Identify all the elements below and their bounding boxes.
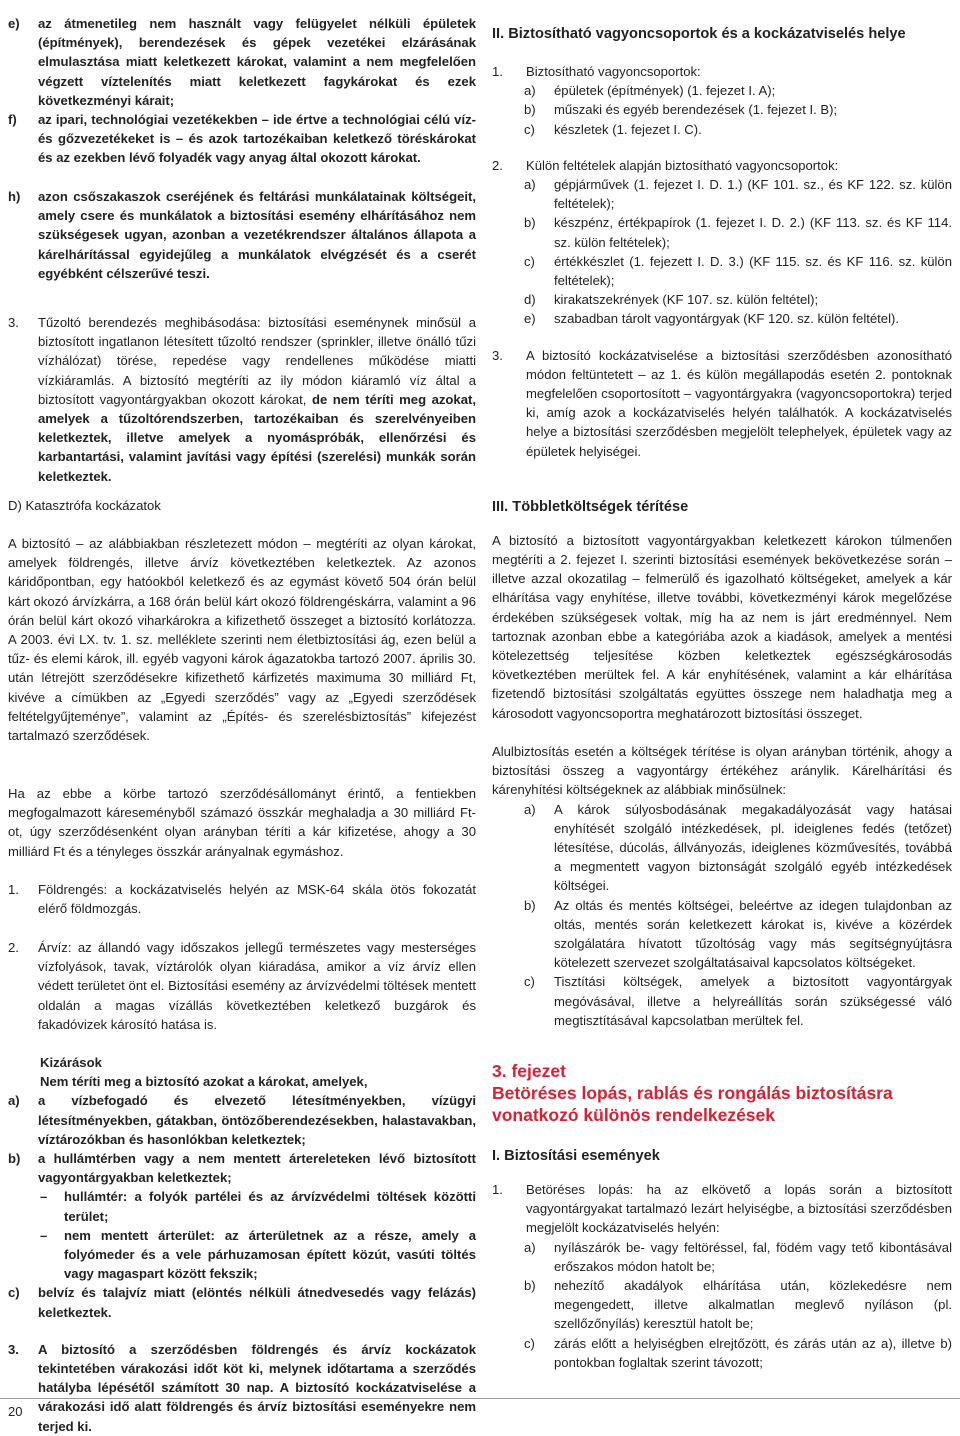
exclusion-c [8,1283,476,1321]
list-text: nem mentett árterület: az árterületnek az a része, amely a folyómeder és a vele párhuzamosan épített közút, vasúti töltés vagy magaspart között fekszik; [64,1227,476,1282]
text-normal: Tűzoltó berendezés meghibásodása: biztosítási eseménynek minősül a biztosított ingatlanon létesített tűzoltó rendszer (sprinkler, illetve önálló tűzi vízhálózat) törése, repedése vagy rendellenes működése miatti vízkiáramlás. A biztosító megtéríti az ily módon kiáramló víz által a biztosított vagyontárgyakban okozott károkat, [38,315,476,407]
list-marker: c) [8,1285,20,1301]
paragraph-threshold: Ha az ebbe a körbe tartozó szerződésállományt érintő, a fentiekben megfogalmazott káreseményből számazó összkár meghaladja a 30 milliárd Ft-ot, úgy szerződésenként olyan arányban téríti a kár kifizetése, ahogy a 30 milliárd Ft és a tényleges összkár arányalnak egymáshoz. [8,786,476,859]
exclusion-b [8,1149,476,1187]
list-text: Árvíz: az állandó vagy időszakos jellegű természetes vagy mesterséges vízfolyások, tavak, víztárolók olyan kiáradása, amikor a víz árvíz ellen védett területet önt el. Biztosítási esemény az árvízvédelmi töltések mentett oldalán a magas vízállás következtében keletkező buzgárok és fakadóvizek károsító hatása is. [38,940,476,1032]
list-marker: 2. [8,940,19,955]
chapter-title: Betöréses lopás, rablás és rongálás biztosításra vonatkozó különös rendelkezések [492,1082,893,1125]
list-text: gépjárművek (1. fejezet I. D. 1.) (KF 101. sz., és KF 122. sz. külön feltételek); [554,177,952,212]
list-text: A károk súlyosbodásának megakadályozását vagy hatásai enyhítését szolgáló intézkedések, pl. ideiglenes fedés (tetőzet) létesítése, dúcolás, állványozás, ideiglenes közművesítés, továbbá a megmentett vagyon biztonságát szolgáló egyéb intézkedések költségei. [554,801,952,894]
list-marker: 1. [492,1181,503,1197]
numbered-item-3 [492,346,952,461]
list-marker: a) [524,83,536,99]
text-bold: de nem téríti meg azokat, amelyek a tűzoltórendszerben, tartozékaiban és szerelvényeiben keletkeztek, illetve amelyek a nyomáspróbák, ellenőrzési és karbantartási, valamint javítási vagy építési (szerelési) munkák során keletkeztek. [38,391,476,484]
dash-marker: – [40,1189,48,1205]
list-text: Külön feltételek alapján biztosítható vagyoncsoportok: [526,157,839,173]
list-text: kirakatszekrények (KF 107. sz. külön feltétel); [554,292,819,308]
list-text: műszaki és egyéb berendezések (1. fejezet I. B); [554,102,838,118]
burglary-item-a [492,1238,952,1276]
list-item-f [8,110,476,187]
list-text: Tisztítási költségek, amelyek a biztosított vagyontárgyak megóvásával, illetve a helyreállítás során szükségessé váló megtisztításával kapcsolatban merültek fel. [554,974,952,1028]
dash-marker: – [40,1227,48,1243]
list-text: készletek (1. fejezet I. C). [554,121,702,137]
list-item-h [8,187,476,313]
list-text: Biztosítható vagyoncsoportok: [526,64,701,79]
paragraph-catastrophe: A biztosító – az alábbiakban részletezett módon – megtéríti az olyan károkat, amelyek földrengés, illetve árvíz következtében keletkeztek. Az azonos káridőpontban, egy hatóokból keletkező és az egymást követő 504 órán belül kárt okozó árvízkárra, a 168 órán belül kárt okozó földrengéskárra, valamint a 96 órán belül kárt okozó viharkárokra a kifizethető összeget a biztosító korlátozza. A 2003. évi LX. tv. 1. sz. melléklete szerinti nem életbiztosítási ág, ezen belül a tűz- és elemi károk, ill. egyéb vagyoni károk ágazatokba tartozó 2007. április 30. után létrejött szerződésekre kifizethető kárfizetés maximuma 30 milliárd Ft, kivéve a címükben az „Egyedi szerződés” vagy az „Egyedi szerződések feltételgyűjteménye”, valamint az „Építés- és szerelésbiztosítás” kifejezést tartalmazó szerződések. [8,536,476,744]
numbered-item-3-sprinkler [8,313,476,496]
footer-divider [0,1398,960,1399]
list-text: az átmenetileg nem használt vagy felügyelet nélküli épületek (építmények), berendezések és gépek vezetékei elzárásának elmulasztása miatt keletkezett károkat, valamint a nem megfelelően végzett víztelenítés miatt keletkezett fagykárokat és ezek következményi kárait; [38,16,476,108]
list-item-1b [492,100,952,119]
list-text: Földrengés: a kockázatviselés helyén az MSK-64 skála ötös fokozatát elérő földmozgás. [38,882,476,917]
list-marker: a) [8,1093,20,1109]
burglary-item-c [492,1334,952,1372]
left-column [8,14,476,1436]
list-marker: b) [524,215,536,231]
page-number: 20 [8,1404,23,1419]
list-text: Az oltás és mentés költségei, beleértve az idegen tulajdonban az oltás, mentés során keletkezett károkat is, kivéve a közérdek szolgálatára hívatott tűzoltóság vagy más segítségnyújtásra kötelezett szervezet szolgáltatásaival kapcsolatos költségeket. [554,897,952,971]
list-marker: d) [524,292,536,308]
burglary-item-b [492,1276,952,1334]
list-item-2d [492,290,952,309]
list-text: a vízbefogadó és elvezető létesítményekben, vízügyi létesítményekben, gátakban, öntözőberendezésekben, halastavakban, víztározókban és hasonlókban keletkeztek; [38,1093,476,1147]
cost-item-c [492,972,952,1030]
list-marker: 3. [492,347,503,363]
right-column [492,24,952,1372]
list-text: A biztosító a szerződésben földrengés és árvíz kockázatok tekintetében várakozási időt köt ki, melynek időtartama a szerződés hatályba lépésétől számított 30 nap. A biztosító kockázatviselése a várakozási idő alatt földrengés és árvíz biztosítási eseményekre nem terjed ki. [38,1341,476,1434]
list-marker: a) [524,1239,536,1255]
list-marker: 1. [8,882,19,897]
list-text: értékkészlet (1. fejezett I. D. 3.) (KF 115. sz. és KF 116. sz. külön feltételek); [554,253,952,289]
section-heading-iii: III. Többletköltségek térítése [492,498,689,515]
list-item-e [8,14,476,110]
section-heading-d: D) Katasztrófa kockázatok [8,498,161,513]
numbered-item-2-flood [8,938,476,1053]
section-heading-ii: II. Biztosítható vagyoncsoportok és a kockázatviselés helye [492,26,906,42]
list-marker: 3. [8,1341,19,1357]
cost-item-a [492,800,952,896]
list-text: hullámtér: a folyók partélei és az árvízvédelmi töltések közötti terület; [64,1189,476,1224]
list-marker: c) [524,974,535,990]
exclusion-b-dash-2 [8,1226,476,1284]
list-marker: c) [524,253,535,269]
list-marker: b) [524,1277,536,1293]
list-text: épületek (építmények) (1. fejezet I. A); [554,83,776,99]
list-item-2b [492,213,952,251]
list-item-1a [492,81,952,100]
list-item-2c [492,252,952,290]
cost-item-b [492,896,952,973]
list-text: készpénz, értékpapírok (1. fejezet I. D. 2.) (KF 113. sz. és KF 114. sz. külön feltételek); [554,215,952,250]
list-marker: f) [8,112,17,127]
list-marker: 3. [8,315,19,330]
chapter-number: 3. fejezet [492,1060,566,1081]
numbered-item-1-earthquake [8,880,476,938]
numbered-item-3-waiting-period [8,1340,476,1436]
list-item-2e [492,309,952,328]
exclusions-title: Kizárások [40,1055,102,1070]
list-item-1c [492,120,952,139]
list-marker: b) [8,1151,21,1167]
paragraph-extra-costs: A biztosító a biztosított vagyontárgyakban keletkezett károkon túlmenően megtéríti a 2. fejezet I. szerinti biztosítási események bekövetkezése során – illetve azzal okozatilag – felmerülő és igazolható költségeket, amelyek a kár elhárítása vagy enyhítése, illetve további, következményi károk megelőzése érdekében szükségesek voltak, míg ha az nem is járt eredménnyel. Nem tartoznak azonban ebbe a kategóriába azok a kiadások, amelyek a mentési kötelezettség teljesítése közben keletkeztek egészségkárosodás következtében merültek fel. A kár enyhítésének, valamint a kár elhárítása fizetendő biztosítási szolgáltatás együttes összege nem haladhatja meg a károsodott vagyoncsoportra meghatározott biztosítási összeget. [492,532,952,721]
exclusions-block [8,1053,476,1091]
list-marker: a) [524,177,536,193]
numbered-item-1 [492,62,952,81]
numbered-item-1-burglary [492,1180,952,1238]
list-text: az ipari, technológiai vezetékekben – ide értve a technológiai célú víz- és gőzvezetékeket is – és azok tartozékaiban keletkező töréskárokat és az ezekben lévő folyadék vagy anyag által okozott károkat. [38,112,476,166]
list-marker: e) [524,311,536,327]
section-heading-i: I. Biztosítási események [492,1147,660,1164]
list-marker: e) [8,16,20,31]
list-marker: h) [8,189,21,204]
list-item-2a [492,175,952,213]
list-text: nyílászárók be- vagy feltöréssel, fal, födém vagy tető kibontásával erőszakos módon hatolt be; [554,1239,952,1274]
list-marker: b) [524,102,536,118]
list-text [38,313,476,496]
list-marker: 2. [492,157,503,173]
list-text: Betöréses lopás: ha az elkövető a lopás során a biztosított vagyontárgyakat tartalmazó lezárt helyiségbe, a biztosítási szerződésben megjelölt kockázatviselés helyén: [526,1181,952,1236]
list-marker: 1. [492,64,503,79]
list-marker: c) [524,121,535,137]
list-text: szabadban tárolt vagyontárgyak (KF 120. sz. külön feltétel). [554,311,899,327]
exclusion-b-dash-1 [8,1187,476,1225]
list-text: azon csőszakaszok cseréjének és feltárási munkálatainak költségeit, amely csere és munkálatok a biztosítási esemény elhárításához nem szükségesek ugyan, azonban a vezetékrendszer általános állapota a kárelhárítással egyidejűleg a munkálatok elvégzését és a cserét egyébként célszerűvé teszi. [38,189,476,281]
numbered-item-2 [492,156,952,175]
list-text: nehezítő akadályok elhárítása után, közlekedésre nem megengedett, illetve alkalmatlan meglevő nyíláson (pl. szellőzőnyílás) keresztül hatolt be; [554,1277,952,1332]
list-text: belvíz és talajvíz miatt (elöntés nélküli átnedvesedés vagy felázás) keletkeztek. [38,1285,476,1320]
list-text: A biztosító kockázatviselése a biztosítási szerződésben azonosítható módon feltüntetett – az 1. és külön megállapodás esetén 2. pontoknak megfelelően csoportosított – vagyontárgyakra (vagyoncsoportokra) terjed ki, amíg azok a kockázatviselés helyén találhatók. A kockázatviselés helye a biztosítási szerződésben megjelölt telephelyek, épületek vagy az épületek helyiségei. [526,347,952,459]
list-marker: b) [524,897,536,913]
exclusions-intro: Nem téríti meg a biztosító azokat a károkat, amelyek, [40,1074,368,1090]
list-text: zárás előtt a helyiségben elrejtőzött, és zárás után az a), illetve b) pontokban foglaltak szerint távozott; [554,1335,952,1370]
exclusion-a [8,1091,476,1149]
list-marker: c) [524,1335,535,1351]
list-text: a hullámtérben vagy a nem mentett ártereleteken lévő biztosított vagyontárgyakban keletkeztek; [38,1151,476,1186]
list-marker: a) [524,801,536,817]
paragraph-underinsurance: Alulbiztosítás esetén a költségek térítése is olyan arányban történik, ahogy a biztosítási összeg a vagyontárgy értékéhez aránylik. Kárelhárítási és kárenyhítési költségeknek az alábbiak minősülnek: [492,743,952,798]
